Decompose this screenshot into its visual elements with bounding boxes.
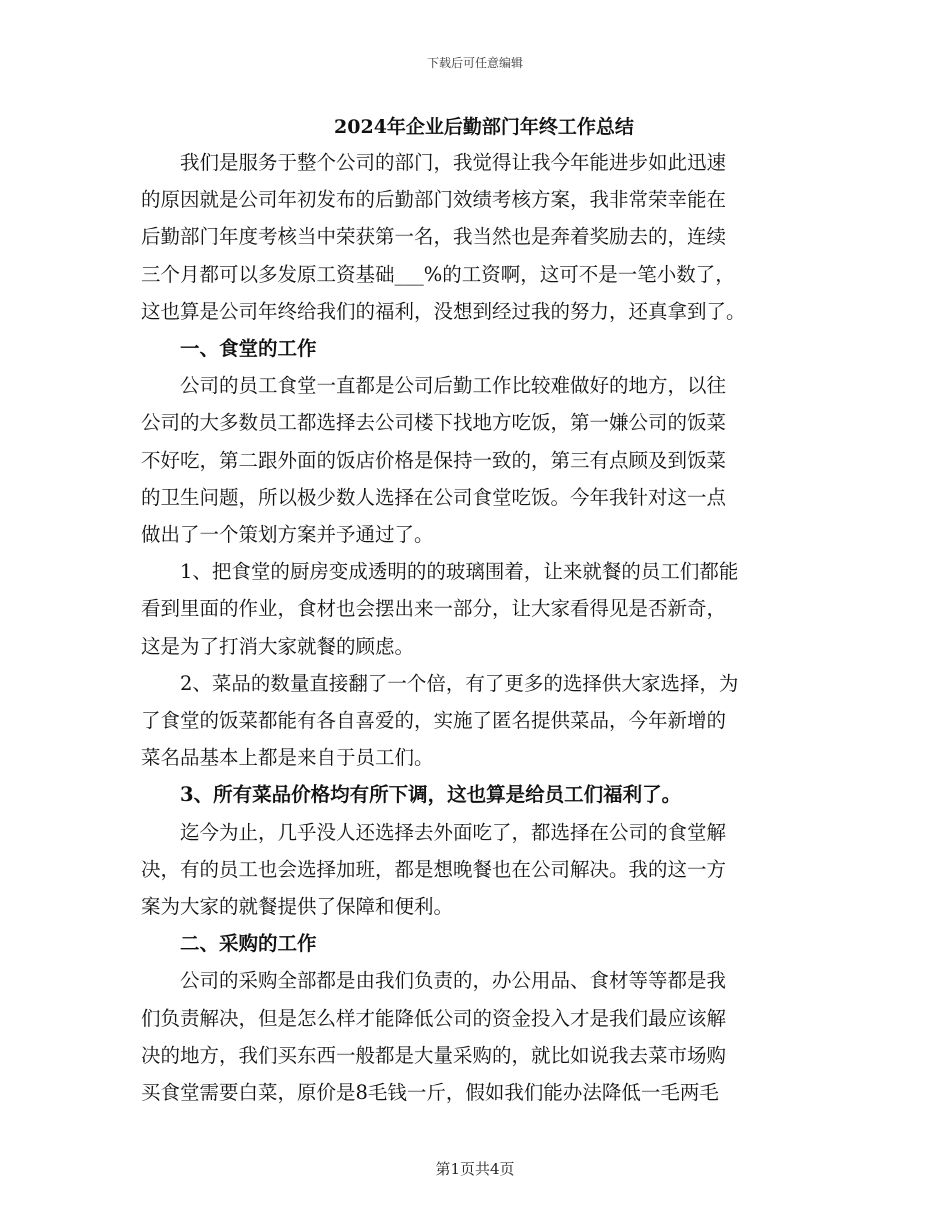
text-line: 不好吃，第二跟外面的饭店价格是保持一致的，第三有点顾及到饭菜 <box>141 448 727 472</box>
document-body <box>141 110 809 1111</box>
section-heading-canteen: 一、食堂的工作 <box>180 337 317 361</box>
text-line: 了食堂的饭菜都能有各自喜爱的，实施了匿名提供菜品，今年新增的 <box>141 709 727 733</box>
text-line: 1、把食堂的厨房变成透明的的玻璃围着，让来就餐的员工们都能 <box>180 560 739 584</box>
text-line: 们负责解决，但是怎么样才能降低公司的资金投入才是我们最应该解 <box>141 1006 727 1030</box>
text-line: 看到里面的作业，食材也会摆出来一部分，让大家看得见是否新奇， <box>141 597 727 621</box>
text-line: 的卫生问题，所以极少数人选择在公司食堂吃饭。今年我针对这一点 <box>141 485 727 509</box>
list-item-3: 3、所有菜品价格均有所下调，这也算是给员工们福利了。 <box>180 783 682 807</box>
list-item-1 <box>141 553 809 665</box>
text-line: 买食堂需要白菜，原价是8毛钱一斤，假如我们能办法降低一毛两毛 <box>141 1081 719 1105</box>
text-line: 迄今为止，几乎没人还选择去外面吃了，都选择在公司的食堂解 <box>180 820 727 844</box>
text-line: 做出了一个策划方案并予通过了。 <box>141 523 434 547</box>
text-line: 我们是服务于整个公司的部门，我觉得让我今年能进步如此迅速 <box>180 151 727 174</box>
text-line: 公司的员工食堂一直都是公司后勤工作比较难做好的地方，以往 <box>180 374 727 398</box>
canteen-paragraph <box>141 367 809 553</box>
text-line: 决，有的员工也会选择加班，都是想晚餐也在公司解决。我的这一方 <box>141 857 727 881</box>
text-line: 2、菜品的数量直接翻了一个倍，有了更多的选择供大家选择，为 <box>180 671 739 695</box>
text-line: 案为大家的就餐提供了保障和便利。 <box>141 895 454 919</box>
text-line: 菜名品基本上都是来自于员工们。 <box>141 746 434 770</box>
text-line: 公司的大多数员工都选择去公司楼下找地方吃饭，第一嫌公司的饭菜 <box>141 411 727 435</box>
list-item-2 <box>141 665 809 777</box>
result-paragraph <box>141 814 809 926</box>
page-footer: 第1页共4页 <box>435 1160 515 1178</box>
text-line: 公司的采购全部都是由我们负责的，办公用品、食材等等都是我 <box>180 969 727 993</box>
section-heading-purchase: 二、采购的工作 <box>180 932 317 956</box>
text-line: 的原因就是公司年初发布的后勤部门效绩考核方案，我非常荣幸能在 <box>141 188 727 212</box>
header-note: 下载后可任意编辑 <box>426 56 523 70</box>
purchase-paragraph <box>141 962 809 1111</box>
text-line: 这是为了打消大家就餐的顾虑。 <box>141 634 415 658</box>
text-line: 这也算是公司年终给我们的福利，没想到经过我的努力，还真拿到了。 <box>141 299 746 323</box>
document-title: 2024年企业后勤部门年终工作总结 <box>334 116 634 138</box>
text-line: 决的地方，我们买东西一般都是大量采购的，就比如说我去菜市场购 <box>141 1043 727 1067</box>
text-line: 后勤部门年度考核当中荣获第一名，我当然也是奔着奖励去的，连续 <box>141 225 727 249</box>
text-line: 三个月都可以多发原工资基础___%的工资啊，这可不是一笔小数了， <box>141 262 735 286</box>
intro-paragraph <box>141 144 809 330</box>
